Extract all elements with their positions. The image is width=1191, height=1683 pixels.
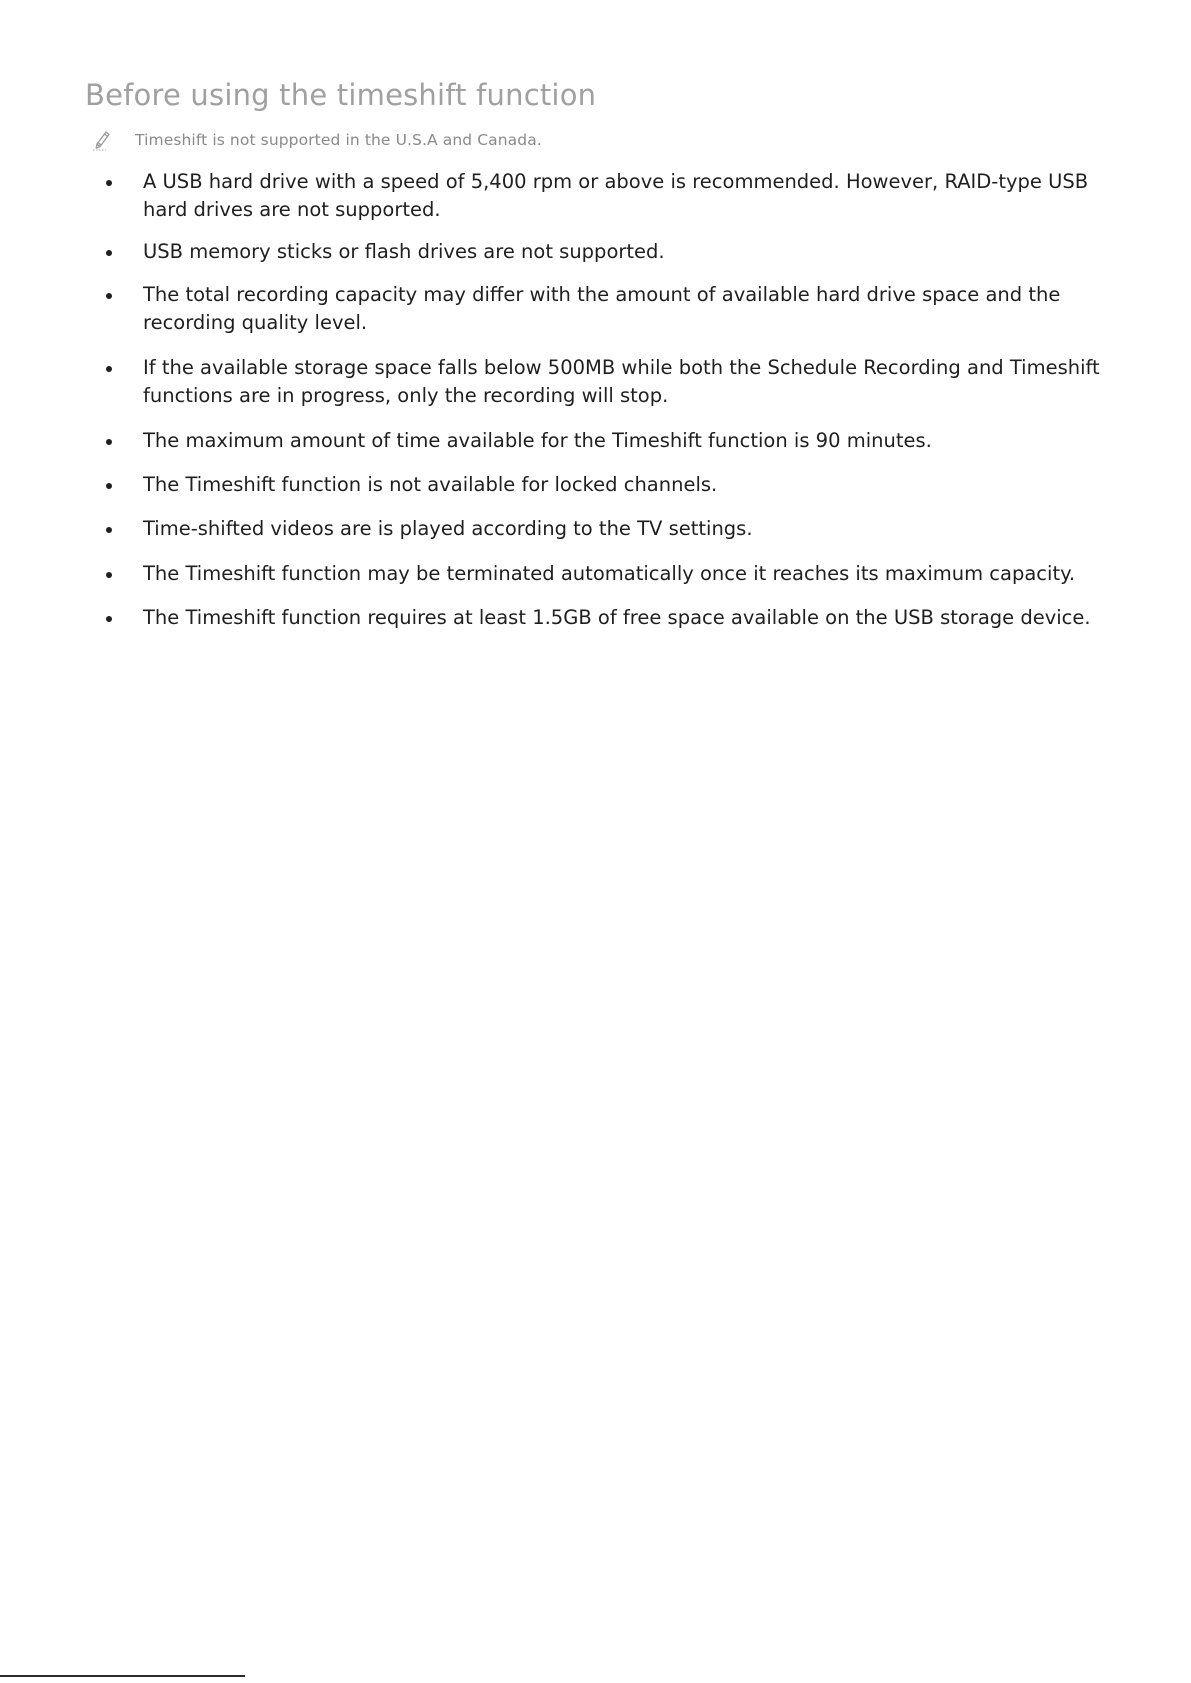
bullet-icon <box>106 527 112 533</box>
bullet-icon <box>106 293 112 299</box>
list-item <box>106 515 1116 543</box>
list-item <box>106 560 1116 588</box>
bullet-icon <box>106 616 112 622</box>
list-item <box>106 471 1116 499</box>
list-item <box>106 168 1116 224</box>
list-item-text: Time-shifted videos are is played according to the TV settings. <box>143 517 753 540</box>
section-title: Before using the timeshift function <box>85 78 597 112</box>
list-item-text: The total recording capacity may differ with the amount of available hard drive space and the recording quality level. <box>143 283 1061 334</box>
bullet-icon <box>106 180 112 186</box>
list-item-text: The Timeshift function requires at least 1.5GB of free space available on the USB storage device. <box>143 606 1091 629</box>
list-item <box>106 354 1116 410</box>
bullet-icon <box>106 483 112 489</box>
note-text: Timeshift is not supported in the U.S.A and Canada. <box>135 131 542 149</box>
list-item <box>106 281 1116 337</box>
pencil-note-icon <box>92 129 112 151</box>
list-item <box>106 604 1116 632</box>
list-item <box>106 238 1116 266</box>
bullet-icon <box>106 366 112 372</box>
list-item-text: A USB hard drive with a speed of 5,400 rpm or above is recommended. However, RAID-type USB hard drives are not supported. <box>143 170 1089 221</box>
list-item <box>106 427 1116 455</box>
bullet-icon <box>106 439 112 445</box>
bullet-icon <box>106 250 112 256</box>
list-item-text: If the available storage space falls below 500MB while both the Schedule Recording and Timeshift functions are in progress, only the recording will stop. <box>143 356 1100 407</box>
list-item-text: The Timeshift function may be terminated automatically once it reaches its maximum capacity. <box>143 562 1076 585</box>
bullet-icon <box>106 572 112 578</box>
list-item-text: USB memory sticks or flash drives are not supported. <box>143 240 665 263</box>
list-item-text: The Timeshift function is not available for locked channels. <box>143 473 718 496</box>
note-line <box>92 128 542 152</box>
footer-divider <box>0 1675 245 1677</box>
list-item-text: The maximum amount of time available for the Timeshift function is 90 minutes. <box>143 429 932 452</box>
